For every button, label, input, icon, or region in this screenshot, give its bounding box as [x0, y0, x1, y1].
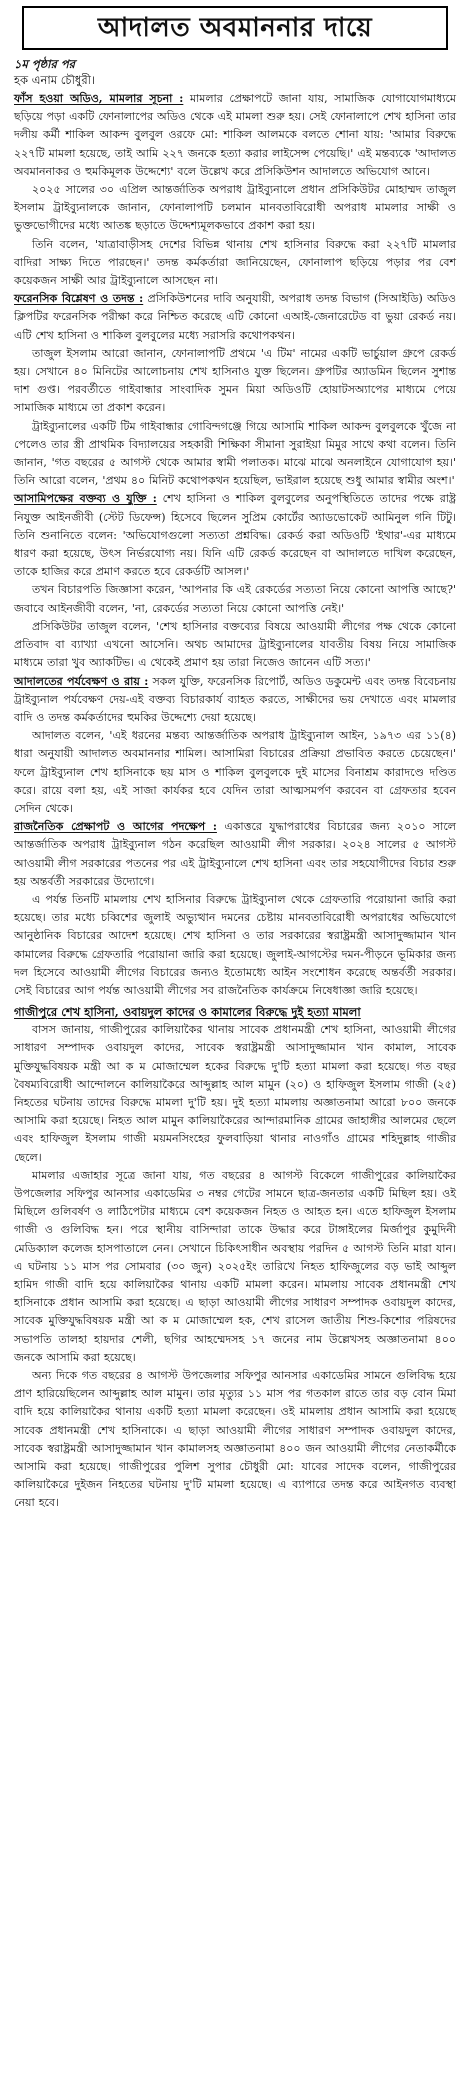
paragraph-text: প্রসিকিউটর তাজুল বলেন, 'শেখ হাসিনার বক্তব্যের বিষয়ে আওয়ামী লীগের পক্ষ থেকে কোনো প্রতিবাদ বা ব্যাখ্যা এখনো আসেনি। অথচ আমাদের ট্রাইব্যুনালের যাবতীয় বিষয় নিয়ে সামাজিক মাধ্যমে তারা খুব অ্যাকটিভ। এ থেকেই প্রমাণ হয় তারা নিজেও জানেন এটি সত্য।'	[14, 619, 456, 670]
paragraph-text: শেখ হাসিনা ও শাকিল বুলবুলের অনুপস্থিতিতে তাদের পক্ষে রাষ্ট্র নিযুক্ত আইনজীবী (স্টেট ডিফেন্স) হিসেবে ছিলেন সুপ্রিম কোর্টের অ্যাডভোকেট আমিনুল গনি টিটু। তিনি শুনানিতে বলেন: 'অভিযোগগুলো সত্যতা প্রশ্নবিদ্ধ। রেকর্ড করা অডিওটি 'ইথার'-এর মাধ্যমে ধারণ করা হয়েছে, উৎস নির্ভরযোগ্য নয়। যিনি এটি রেকর্ড করেছেন বা আদালতে দাখিল করেছেন, তাকে হাজির করে প্রমাণ করতে হবে রেকর্ডটি আসল।'	[14, 492, 456, 579]
paragraph-text: তাজুল ইসলাম আরো জানান, ফোনালাপটি প্রথমে 'এ টিম' নামের একটি ভার্চুয়াল গ্রুপে রেকর্ড হয়। সেখানে ৪০ মিনিটের আলোচনায় শেখ হাসিনাও যুক্ত ছিলেন। গ্রুপটির অ্যাডমিন ছিলেন সুশান্ত দাশ গুপ্ত। পরবর্তীতে গাইবান্ধার সাংবাদিক সুমন মিয়া অডিওটি হোয়াটসঅ্যাপের মাধ্যমে পেয়ে সামাজিক মাধ্যমে তা প্রকাশ করেন।	[14, 346, 456, 415]
paragraph-subhead: ফরেনসিক বিশ্লেষণ ও তদন্ত :	[14, 292, 144, 306]
paragraph-subhead: রাজনৈতিক প্রেক্ষাপট ও আগের পদক্ষেপ :	[14, 820, 217, 834]
article-paragraph	[14, 673, 456, 728]
paragraph-text: সকল যুক্তি, ফরেনসিক রিপোর্ট, অডিও ডকুমেন্ট এবং তদন্ত বিবেচনায় ট্রাইব্যুনাল পর্যবেক্ষণ দেয়-এই বক্তব্য বিচারকার্য ব্যাহত করতে, সাক্ষীদের ভয় দেখাতে এবং মামলার বাদি ও তদন্ত কর্মকর্তাদের হুমকির উদ্দেশ্যে দেয়া হয়েছে।	[14, 674, 456, 724]
paragraph-text: এ পর্যন্ত তিনটি মামলায় শেখ হাসিনার বিরুদ্ধে ট্রাইব্যুনাল থেকে গ্রেফতারি পরোয়ানা জারি করা হয়েছে। তার মধ্যে চব্বিশের জুলাই অভ্যুত্থান দমনের চেষ্টায় মানবতাবিরোধী অপরাধের অভিযোগে আনুষ্ঠানিক বিচারের আদেশ হয়েছে। শেখ হাসিনা ও তার সরকারের স্বরাষ্ট্রমন্ত্রী আসাদুজ্জামান খান কামালের বিরুদ্ধে গ্রেফতারি পরোয়ানা জারি করা হয়েছে। জুলাই-আগস্টের দমন-পীড়নে ভূমিকার জন্য দল হিসেবে আওয়ামী লীগের বিচারের জন্যও ইতোমধ্যে আইন সংশোধন করেছে অন্তর্বর্তী সরকার। সেই বিচারের আগ পর্যন্ত আওয়ামী লীগের সব রাজনৈতিক কার্যক্রমে নিষেধাজ্ঞা জারি হয়েছে।	[14, 892, 456, 997]
continuation-label: ১ম পৃষ্ঠার পর	[14, 57, 75, 71]
article-body	[14, 90, 456, 1000]
article-paragraph	[14, 236, 456, 291]
article-paragraph	[14, 90, 456, 181]
headline: আদালত অবমাননার দায়ে	[22, 6, 448, 50]
paragraph-text: তিনি বলেন, 'যাত্রাবাড়ীসহ দেশের বিভিন্ন থানায় শেখ হাসিনার বিরুদ্ধে করা ২২৭টি মামলার বাদিরা সাক্ষ্য দিতে পারছেন।' তদন্ত কর্মকর্তারা জানিয়েছেন, ফোনালাপ ছড়িয়ে পড়ার পর বেশ কয়েকজন সাক্ষী আর ট্রাইব্যুনালে আসছেন না।	[14, 237, 456, 288]
paragraph-text: ২০২৫ সালের ৩০ এপ্রিল আন্তর্জাতিক অপরাধ ট্রাইব্যুনালে প্রধান প্রসিকিউটর মোহাম্মদ তাজুল ইসলাম ট্রাইব্যুনালকে জানান, ফোনালাপটি চলমান মানবতাবিরোধী অপরাধ মামলার সাক্ষী ও ভুক্তভোগীদের মধ্যে আতঙ্ক ছড়াতে উদ্দেশ্যমূলকভাবে প্রকাশ করা হয়।	[14, 183, 456, 233]
article-paragraph	[14, 290, 456, 345]
section-body	[14, 1021, 456, 1512]
article-paragraph	[14, 727, 456, 818]
article-paragraph	[14, 818, 456, 891]
article-paragraph	[14, 181, 456, 236]
article-paragraph	[14, 418, 456, 491]
paragraph-text: আদালত বলেন, 'এই ধরনের মন্তব্য আন্তর্জাতিক অপরাধ ট্রাইব্যুনাল আইন, ১৯৭৩ এর ১১(৪) ধারা অনুযায়ী আদালত অবমাননার শামিল। আসামিরা বিচারের প্রক্রিয়া প্রভাবিত করতে চেয়েছেন।' ফলে ট্রাইব্যুনাল শেখ হাসিনাকে ছয় মাস ও শাকিল বুলবুলকে দুই মাসের বিনাশ্রম কারাদণ্ডে দণ্ডিত করে। রায়ে বলা হয়, এই সাজা কার্যকর হবে যেদিন তারা আত্মসমর্পণ করবেন বা গ্রেফতার হবেন সেদিন থেকে।	[14, 729, 456, 815]
section-paragraph: মামলার এজাহার সূত্রে জানা যায়, গত বছরের ৪ আগস্ট বিকেলে গাজীপুরের কালিয়াকৈর উপজেলার সফিপুর আনসার একাডেমির ৩ নম্বর গেটের সামনে ছাত্র-জনতার একটি মিছিল হয়। ওই মিছিলে গুলিবর্ষণ ও লাঠিপেটার মাধ্যমে বেশ কয়েকজন নিহত ও আহত হন। এতে হাফিজুল ইসলাম গাজী ও গুলিবিদ্ধ হন। পরে স্থানীয় বাসিন্দারা তাকে উদ্ধার করে টাঙ্গাইলের মির্জাপুর কুমুদিনী মেডিক্যাল কলেজ হাসপাতালে নেন। সেখানে চিকিৎসাধীন অবস্থায় পরদিন ৫ আগস্ট তিনি মারা যান। এ ঘটনায় ১১ মাস পর সোমবার (৩০ জুন) ২০২৫ইং তারিখে নিহত হাফিজুলের বড় ভাই আব্দুল হামিদ গাজী বাদি হয়ে কালিয়াকৈর থানায় একটি মামলা করেন। মামলায় সাবেক প্রধানমন্ত্রী শেখ হাসিনাকে প্রধান আসামি করা হয়েছে। এ ছাড়া আওয়ামী লীগের সাধারণ সম্পাদক ওবায়দুল কাদের, সাবেক মুক্তিযুদ্ধবিষয়ক মন্ত্রী আ ক ম মোজাম্মেল হক, শেখ রাসেল জাতীয় শিশু-কিশোর পরিষদের সভাপতি তালহা হায়দার শেলী, ছগির আহম্মেদসহ ১৭ জনের নাম উল্লেখসহ অজ্ঞাতনামা ৪০০ জনকে আসামি করা হয়েছে।	[14, 1168, 456, 1364]
paragraph-text: ট্রাইব্যুনালের একটি টিম গাইবান্ধার গোবিন্দগঞ্জে গিয়ে আসামি শাকিল আকন্দ বুলবুলকে খুঁজে না পেলেও তার স্ত্রী প্রাথমিক বিদ্যালয়ের সহকারী শিক্ষিকা সীমানা সুরাইয়া মিমুর সাথে কথা বলেন। তিনি জানান, 'গত বছরের ৫ আগস্ট থেকে আমার স্বামী পলাতক। মাঝে মাঝে অনলাইনে যোগাযোগ হয়।' তিনি আরো বলেন, 'প্রথম ৪০ মিনিট কথোপকথন হয়েছিল, ভাইরাল হয়েছে শুধু আমার স্বামীর অংশ।'	[14, 419, 456, 488]
article-paragraph	[14, 891, 456, 1000]
article-paragraph	[14, 618, 456, 673]
byline: হক এনাম চৌধুরী।	[14, 73, 96, 87]
article-paragraph	[14, 490, 456, 581]
paragraph-subhead: ফাঁস হওয়া অডিও, মামলার সূচনা :	[14, 92, 184, 105]
article-paragraph	[14, 345, 456, 418]
article-paragraph	[14, 581, 456, 617]
paragraph-subhead: আসামিপক্ষের বক্তব্য ও যুক্তি :	[14, 492, 157, 506]
paragraph-text: মামলার প্রেক্ষাপটে জানা যায়, সামাজিক যোগাযোগমাধ্যমে ছড়িয়ে পড়া একটি ফোনালাপের অডিও থেকে এই মামলা শুরু হয়। সেই ফোনালাপে শেখ হাসিনা তার দলীয় কর্মী শাকিল আকন্দ বুলবুল ওরফে মো: শাকিল আলমকে বলতে শোনা যায়: 'আমার বিরুদ্ধে ২২৭টি মামলা হয়েছে, তাই আমি ২২৭ জনকে হত্যা করার লাইসেন্স পেয়েছি।' এই মন্তব্যকে 'আদালত অবমাননাকর ও হুমকিমূলক উদ্দেশ্যে' বলে উল্লেখ করে প্রসিকিউশন আদালতে অভিযোগ আনে।	[14, 92, 456, 178]
section-paragraph: অন্য দিকে গত বছরের ৪ আগস্ট উপজেলার সফিপুর আনসার একাডেমির সামনে গুলিবিদ্ধ হয়ে প্রাণ হারিয়েছিলেন আব্দুল্লাহ আল মামুন। তার মৃত্যুর ১১ মাস পর গতকাল রাতে তার বড় বোন মিমা বাদি হয়ে কালিয়াকৈর থানায় একটি হত্যা মামলা করেছেন। ওই মামলায় প্রধান আসামি করা হয়েছে সাবেক প্রধানমন্ত্রী শেখ হাসিনাকে। এ ছাড়া আওয়ামী লীগের সাধারণ সম্পাদক ওবায়দুল কাদের, সাবেক স্বরাষ্ট্রমন্ত্রী আসাদুজ্জামান খান কামালসহ অজ্ঞাতনামা ৪০০ জন আওয়ামী লীগের নেতাকর্মীকে আসামি করা হয়েছে। গাজীপুরের পুলিশ সুপার চৌধুরী মো: যাবের সাদেক বলেন, গাজীপুরের কালিয়াকৈরে দুইজন নিহতের ঘটনায় দু'টি মামলা হয়েছে। এ ব্যাপারে তদন্ত করে আইনগত ব্যবস্থা নেয়া হবে।	[14, 1369, 456, 1510]
section-paragraph: বাসস জানায়, গাজীপুরের কালিয়াকৈর থানায় সাবেক প্রধানমন্ত্রী শেখ হাসিনা, আওয়ামী লীগের সাধারণ সম্পাদক ওবায়দুল কাদের, সাবেক স্বরাষ্ট্রমন্ত্রী আসাদুজ্জামান খান কামাল, সাবেক মুক্তিযুদ্ধবিষয়ক মন্ত্রী আ ক ম মোজাম্মেল হকের বিরুদ্ধে দু'টি হত্যা মামলা করা হয়েছে। গত বছর বৈষম্যবিরোধী আন্দোলনে কালিয়াকৈরে আব্দুল্লাহ আল মামুন (২০) ও হাফিজুল ইসলাম গাজী (২৫) নিহতের ঘটনায় তাদের বিরুদ্ধে মামলা দু'টি হয়। দুই হত্যা মামলায় অজ্ঞাতনামা আরো ৮০০ জনকে আসামি করা হয়েছে। নিহত আল মামুন কালিয়াকৈরের আন্দারমানিক গ্রামের জাহাঙ্গীর আলমের ছেলে এবং হাফিজুল ইসলাম গাজী ময়মনসিংহের ফুলবাড়িয়া থানার নাওগাঁও গ্রামের শহিদুল্লাহ গাজীর ছেলে।	[14, 1023, 456, 1164]
paragraph-text: প্রসিকিউশনের দাবি অনুযায়ী, অপরাধ তদন্ত বিভাগ (সিআইডি) অডিও ক্লিপটির ফরেনসিক পরীক্ষা করে নিশ্চিত করেছে এটি কোনো এআই-জেনারেটেড বা ভুয়া রেকর্ড নয়। এটি শেখ হাসিনা ও শাকিল বুলবুলের মধ্যে সরাসরি কথোপকথন।	[14, 292, 456, 342]
paragraph-text: একাত্তরে যুদ্ধাপরাধের বিচারের জন্য ২০১০ সালে আন্তর্জাতিক অপরাধ ট্রাইব্যুনাল গঠন করেছিল আওয়ামী লীগ সরকার। ২০২৪ সালের ৫ আগস্ট আওয়ামী লীগ সরকারের পতনের পর এই ট্রাইব্যুনালে শেখ হাসিনা এবং তার সহযোগীদের বিচার শুরু হয় অন্তর্বর্তী সরকারের উদ্যোগে।	[14, 820, 456, 888]
paragraph-subhead: আদালতের পর্যবেক্ষণ ও রায় :	[14, 674, 149, 688]
section-heading: গাজীপুরে শেখ হাসিনা, ওবায়দুল কাদের ও কামালের বিরুদ্ধে দুই হত্যা মামলা	[14, 1005, 361, 1020]
paragraph-text: তখন বিচারপতি জিজ্ঞাসা করেন, 'আপনার কি এই রেকর্ডের সত্যতা নিয়ে কোনো আপত্তি আছে?' জবাবে আইনজীবী বলেন, 'না, রেকর্ডের সত্যতা নিয়ে কোনো আপত্তি নেই।'	[14, 583, 456, 615]
